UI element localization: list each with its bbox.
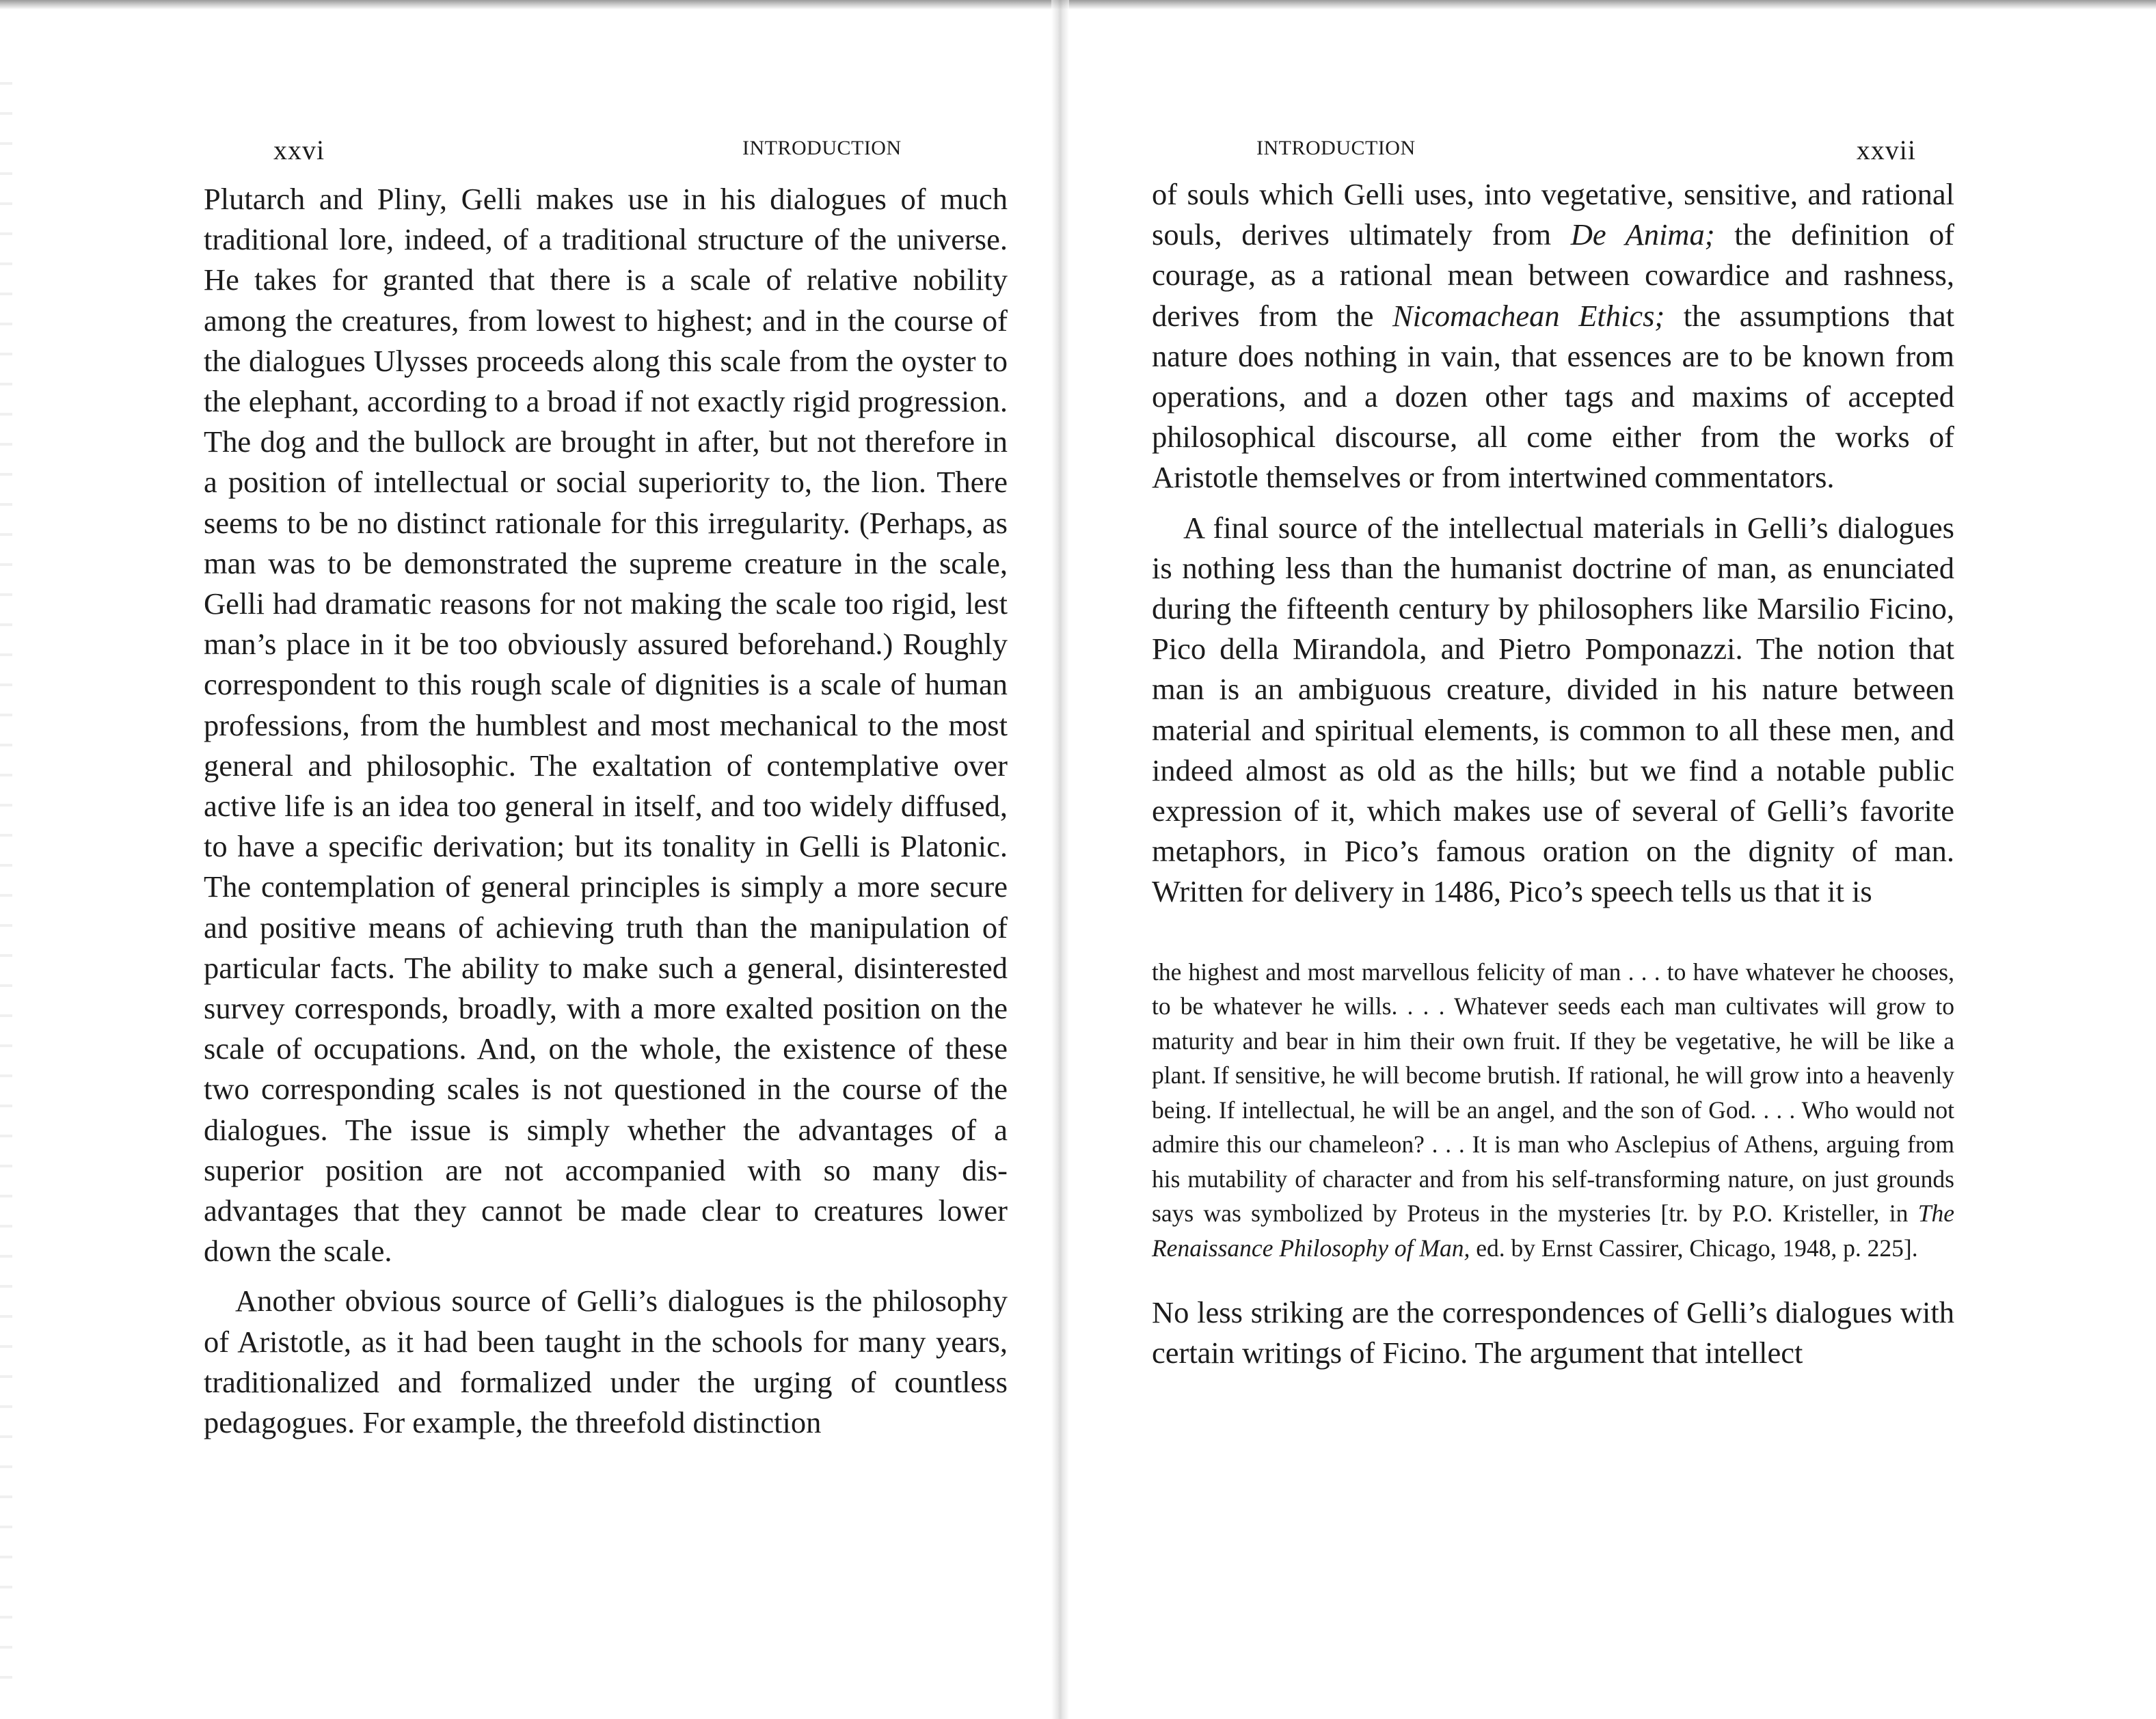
book-gutter	[1051, 0, 1069, 1719]
book-title-renaissance-philosophy: The Renaissance Philosophy of Man,	[1152, 1200, 1954, 1262]
right-paragraph-3: No less striking are the correspondences of Gelli’s dialogues with certain writings of Ficino. The argument that intellect	[1152, 1295, 1954, 1370]
left-running-title: INTRODUCTION	[742, 137, 902, 159]
paragraph-text: of souls which Gelli uses, into vegetative, sensitive, and rational souls, derives ultimately from	[1152, 177, 1954, 252]
left-body-text	[204, 179, 1008, 1443]
paragraph-text: the definition of courage, as a rational mean between cowardice and rashness, derives from the	[1152, 217, 1954, 333]
right-page	[1070, 0, 2156, 1719]
block-quote	[1152, 955, 1954, 1266]
right-page-number: xxvii	[1856, 135, 1916, 165]
left-page-number: xxvi	[273, 135, 325, 165]
quote-text: the highest and most marvellous felicity of man . . . to have whatever he chooses, to be whatever he wills. . . . Whatever seeds each man cultivates will grow to maturity and bear in him their own fruit. If they be vegetative, he will be like a plant. If sensitive, he will become brutish. If rational, he will grow into a heavenly being. If intellectual, he will be an angel, and the son of God. . . . Who would not admire this our chameleon? . . . It is man who Asclepius of Athens, arguing from his mutability of character and from his self-transforming nature, on just grounds says was symbolized by Proteus in the mysteries [tr. by P.O. Kristeller, in	[1152, 958, 1954, 1228]
quote-citation: ed. by Ernst Cassirer, Chicago, 1948, p. 225].	[1470, 1234, 1918, 1262]
right-paragraph-1	[1152, 174, 1954, 498]
book-title-nicomachean-ethics: Nicomachean Ethics;	[1392, 298, 1665, 333]
right-paragraph-2: A final source of the intellectual materials in Gelli’s dialogues is nothing less than the humanist doctrine of man, as enunciated during the fifteenth century by philosophers like Marsilio Ficino, Pico della Mirandola, and Pietro Pomponazzi. The notion that man is an ambiguous creature, divided in his nature between material and spiritual elements, is common to all these men, and indeed almost as old as the hills; but we find a notable public expression of it, which makes use of several of Gelli’s favorite metaphors, in Pico’s famous oration on the dignity of man. Written for delivery in 1486, Pico’s speech tells us that it is	[1152, 510, 1954, 909]
right-running-head	[1232, 130, 1916, 171]
book-title-de-anima: De Anima;	[1570, 217, 1715, 252]
paragraph-text: the assumptions that nature does nothing in vain, that essences are to be known from operations, and a dozen other tags and maxims of accepted philosophical discourse, all come either from the works of Aristotle themselves or from intertwined commentators.	[1152, 298, 1955, 495]
left-page	[0, 0, 1053, 1719]
left-running-head	[273, 130, 1008, 171]
right-running-title: INTRODUCTION	[1256, 137, 1416, 159]
right-body-text	[1152, 174, 1954, 1374]
left-paragraph-2: Another obvious source of Gelli’s dialogues is the philosophy of Aristotle, as it had been taught in the schools for many years, traditionalized and formalized under the urging of countless pedagogues. For example, the threefold distinction	[204, 1284, 1008, 1440]
left-paragraph-1: Plutarch and Pliny, Gelli makes use in his dialogues of much traditional lore, indeed, of a traditional structure of the universe. He takes for granted that there is a scale of relative nobility among the creatures, from lowest to highest; and in the course of the dialogues Ulysses proceeds along this scale from the oyster to the elephant, according to a broad if not exactly rigid progression. The dog and the bullock are brought in after, but not therefore in a position of intellectual or social superiority to, the lion. There seems to be no distinct rationale for this irregularity. (Perhaps, as man was to be demonstrated the supreme creature in the scale, Gelli had dramatic reasons for not making the scale too rigid, lest man’s place in it be too obviously assured beforehand.) Roughly correspondent to this rough scale of dignities is a scale of human professions, from the humblest and most mechanical to the most general and philosophic. The exaltation of contemplative over active life is an idea too general in itself, and too widely diffused, to have a specific derivation; but its tonality in Gelli is Platonic. The contemplation of general principles is simply a more secure and positive means of achieving truth than the manipulation of particular facts. The ability to make such a general, disinterested survey corresponds, broadly, with a more exalted position on the scale of occupations. And, on the whole, the existence of these two corresponding scales is not questioned in the course of the dialogues. The issue is simply whether the advantages of a superior position are not accompanied with so many disadvantages that they cannot be made clear to creatures lower down the scale.	[204, 182, 1008, 1269]
